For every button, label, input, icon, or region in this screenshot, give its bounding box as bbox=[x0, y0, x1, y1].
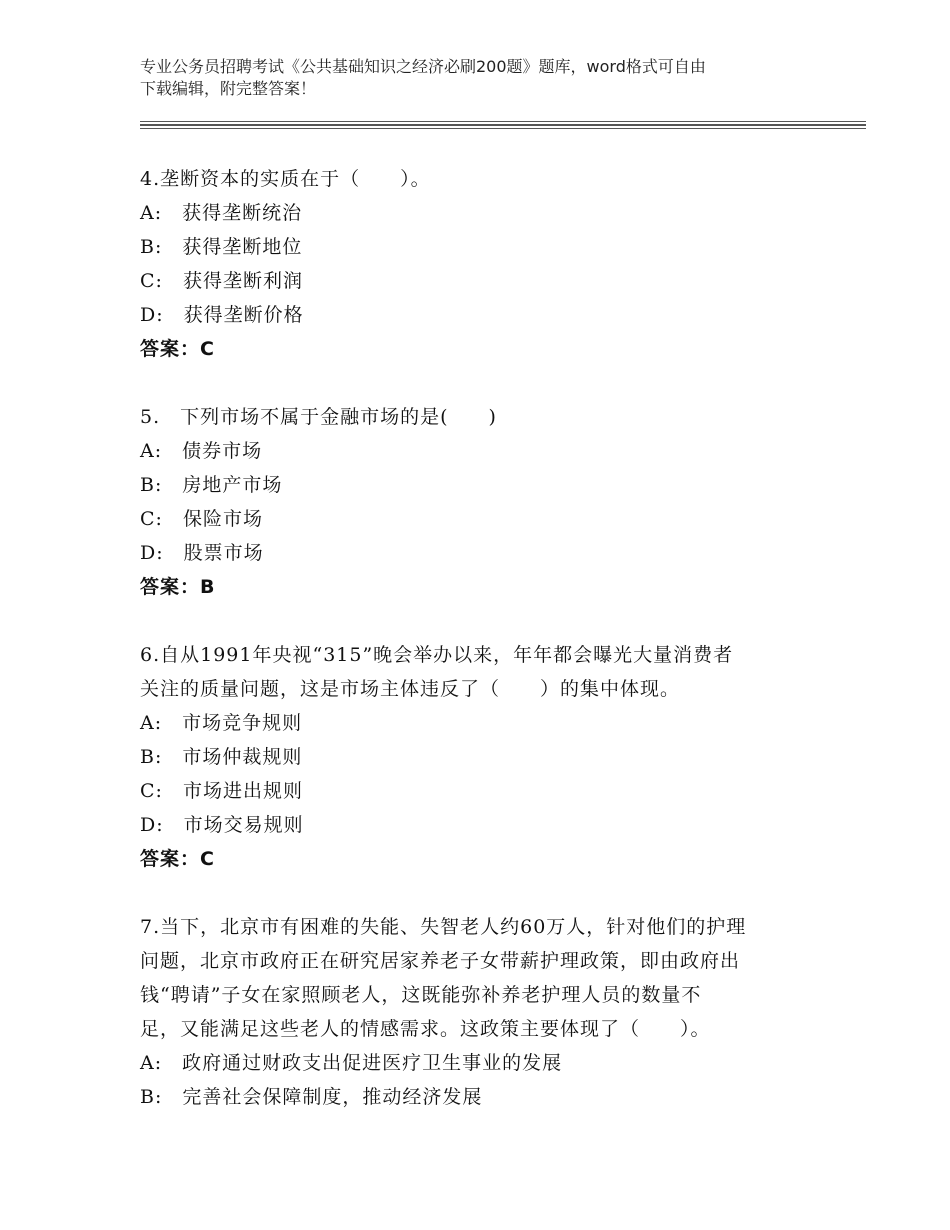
question-7 bbox=[140, 910, 820, 1114]
answer-label: 答案：C bbox=[140, 338, 215, 360]
header-line-2: 下载编辑，附完整答案！ bbox=[140, 79, 317, 98]
question-stem: 6.自从1991年央视“315”晚会举办以来，年年都会曝光大量消费者 bbox=[140, 644, 734, 666]
option-d: D: 市场交易规则 bbox=[140, 814, 304, 836]
option-b: B: 获得垄断地位 bbox=[140, 236, 303, 258]
header-divider bbox=[140, 124, 866, 126]
question-stem: 5. 下列市场不属于金融市场的是( ) bbox=[140, 406, 497, 428]
spacer bbox=[140, 604, 820, 638]
answer-label: 答案：C bbox=[140, 848, 215, 870]
question-stem: 问题，北京市政府正在研究居家养老子女带薪护理政策，即由政府出 bbox=[140, 950, 741, 972]
answer-label: 答案：B bbox=[140, 576, 216, 598]
question-stem: 足，又能满足这些老人的情感需求。这政策主要体现了（ ）。 bbox=[140, 1018, 711, 1040]
option-b: B: 完善社会保障制度，推动经济发展 bbox=[140, 1086, 483, 1108]
header-divider bbox=[140, 128, 866, 129]
option-a: A: 获得垄断统治 bbox=[140, 202, 303, 224]
option-a: A: 市场竞争规则 bbox=[140, 712, 303, 734]
option-c: C: 获得垄断利润 bbox=[140, 270, 303, 292]
option-d: D: 股票市场 bbox=[140, 542, 264, 564]
spacer bbox=[140, 366, 820, 400]
question-list bbox=[140, 162, 820, 1114]
question-6 bbox=[140, 638, 820, 876]
document-header bbox=[140, 56, 840, 100]
option-b: B: 市场仲裁规则 bbox=[140, 746, 303, 768]
spacer bbox=[140, 876, 820, 910]
header-divider bbox=[140, 121, 866, 122]
question-stem: 7.当下，北京市有困难的失能、失智老人约60万人，针对他们的护理 bbox=[140, 916, 747, 938]
option-d: D: 获得垄断价格 bbox=[140, 304, 304, 326]
option-a: A: 政府通过财政支出促进医疗卫生事业的发展 bbox=[140, 1052, 563, 1074]
header-line-1: 专业公务员招聘考试《公共基础知识之经济必刷200题》题库，word格式可自由 bbox=[140, 57, 706, 76]
question-4 bbox=[140, 162, 820, 366]
option-c: C: 保险市场 bbox=[140, 508, 263, 530]
option-a: A: 债券市场 bbox=[140, 440, 263, 462]
question-stem: 关注的质量问题，这是市场主体违反了（ ）的集中体现。 bbox=[140, 678, 681, 700]
question-5 bbox=[140, 400, 820, 604]
question-stem: 4.垄断资本的实质在于（ ）。 bbox=[140, 168, 431, 190]
question-stem: 钱“聘请”子女在家照顾老人，这既能弥补养老护理人员的数量不 bbox=[140, 984, 702, 1006]
option-c: C: 市场进出规则 bbox=[140, 780, 303, 802]
option-b: B: 房地产市场 bbox=[140, 474, 283, 496]
